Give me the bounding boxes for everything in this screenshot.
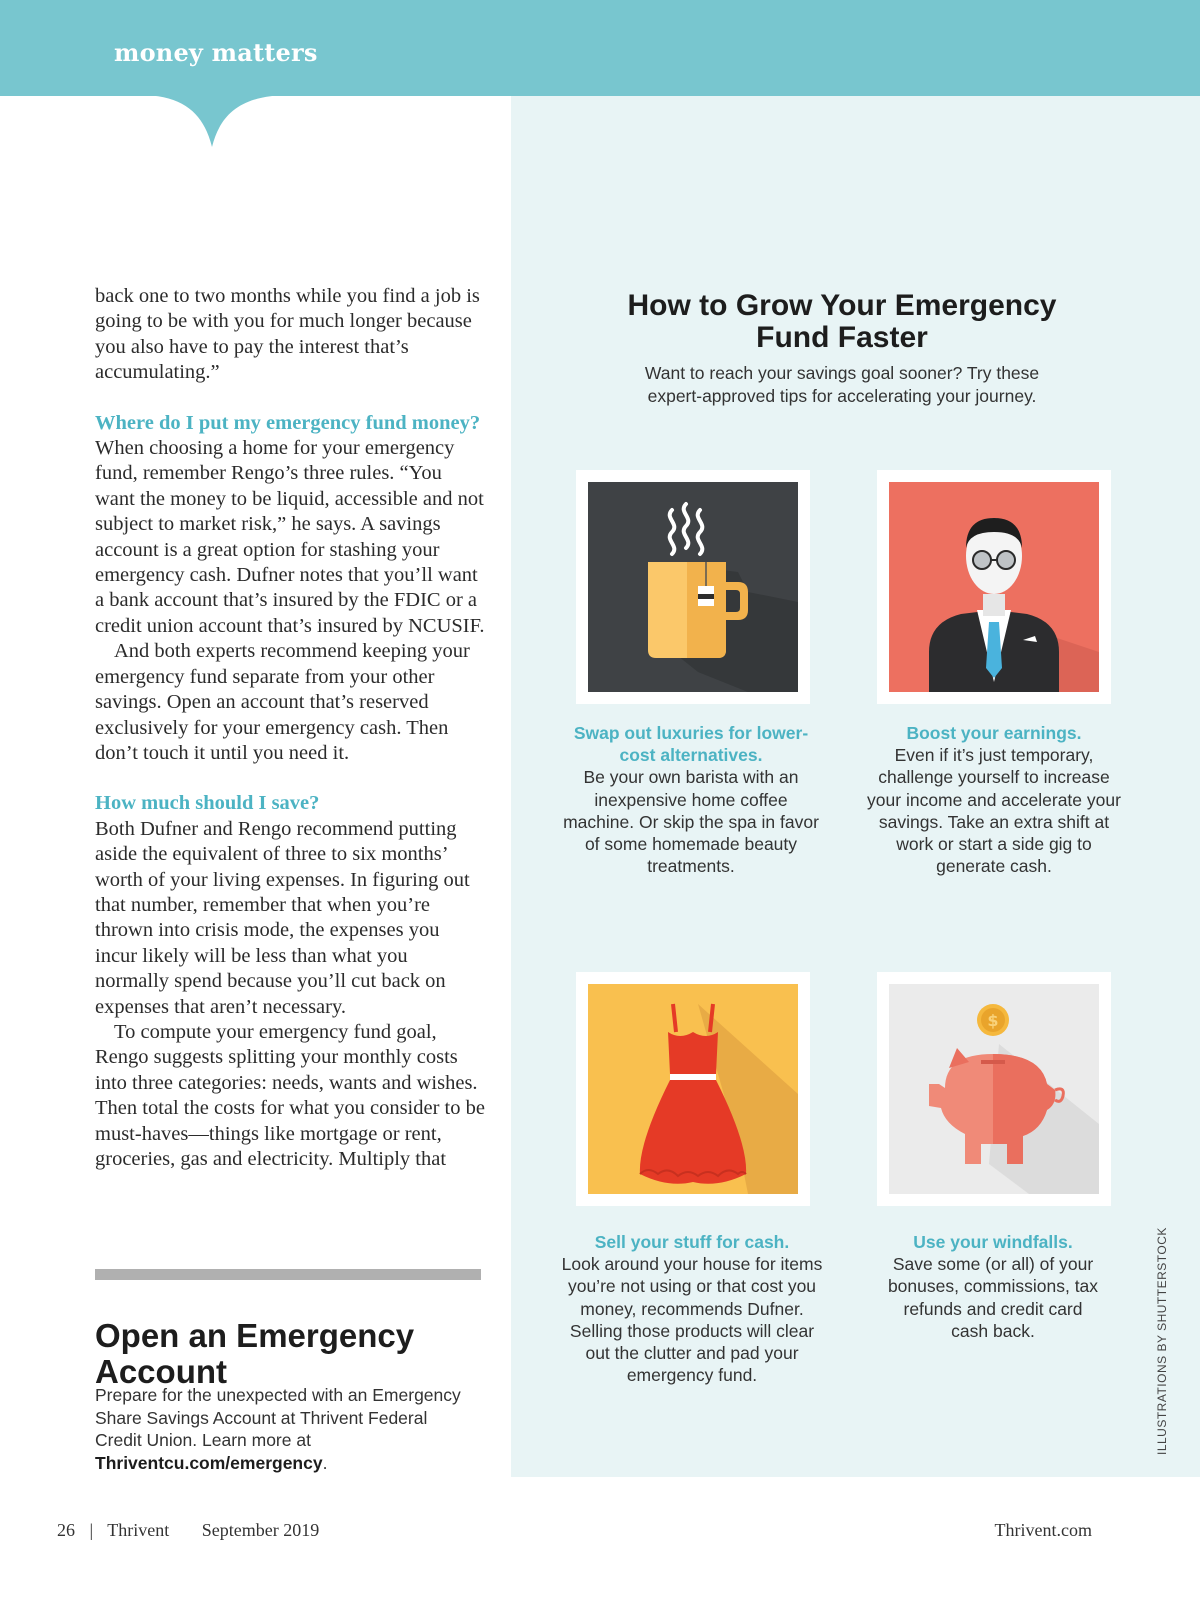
- article-paragraph: When choosing a home for your emergency fund, remember Rengo’s three rules. “You want the money to be liquid, accessible and not subject to market risk,” he says. A savings account is a great option for stashing your emergency cash. Dufner notes that you’ll want a bank account that’s insured by the FDIC or a credit union account that’s insured by NCUSIF.: [95, 437, 485, 637]
- promo-text: [95, 1384, 475, 1474]
- section-label: money matters: [114, 38, 318, 67]
- tip-heading: Swap out luxuries for lower-cost alternatives.: [573, 723, 809, 766]
- businessman-icon: [889, 482, 1099, 692]
- section-heading: How much should I save?: [95, 792, 320, 815]
- promo-title: Open an Emergency Account: [95, 1317, 415, 1390]
- promo-divider: [95, 1269, 481, 1280]
- tile-coffee: [576, 470, 810, 704]
- tile-businessman: [877, 470, 1111, 704]
- tile-piggy-bank: [877, 972, 1111, 1206]
- promo-end: .: [322, 1452, 328, 1473]
- tip-windfalls: [883, 1231, 1103, 1342]
- tip-heading: Sell your stuff for cash.: [594, 1232, 790, 1252]
- article-paragraph: To compute your emergency fund goal, Rengo suggests splitting your monthly costs into three categories: needs, wants and wishes. Then total the costs for what you consider to be must-haves—things like mortgage or rent, groceries, gas and electricity. Multiply that: [95, 1020, 485, 1170]
- article-paragraph: And both experts recommend keeping your emergency fund separate from your other savings. Open an account that’s reserved exclusively for your emergency cash. Then don’t touch it until you need it.: [95, 640, 470, 764]
- section-heading: Where do I put my emergency fund money?: [95, 411, 481, 434]
- issue-date: September 2019: [201, 1520, 320, 1540]
- promo-link[interactable]: Thriventcu.com/emergency: [95, 1452, 323, 1473]
- coffee-mug-icon: [588, 482, 798, 692]
- red-dress-icon: [588, 984, 798, 1194]
- footer-website[interactable]: Thrivent.com: [994, 1520, 1092, 1540]
- tip-heading: Use your windfalls.: [913, 1232, 1073, 1252]
- tip-sell-stuff: [561, 1231, 823, 1386]
- tip-swap-luxuries: [561, 722, 821, 877]
- piggy-bank-icon: [889, 984, 1099, 1194]
- article-paragraph: Both Dufner and Rengo recommend putting aside the equivalent of three to six months’ worth of your living expenses. In figuring out that number, remember that when you’re thrown into crisis mode, the expenses you incur likely will be less than what you normally spend because you’ll cut back on expenses that aren’t necessary.: [95, 817, 470, 1018]
- footer-left: [57, 1520, 329, 1541]
- tip-body: Save some (or all) of your bonuses, commissions, tax refunds and credit card cash back.: [887, 1254, 1099, 1341]
- tip-boost-earnings: [863, 722, 1125, 877]
- publication-name: Thrivent: [107, 1520, 170, 1540]
- tip-body: Even if it’s just temporary, challenge yourself to increase your income and accelerate your savings. Take an extra shift at work or start a side gig to generate cash.: [867, 745, 1121, 877]
- page-number: 26: [57, 1520, 75, 1540]
- article-body: [95, 284, 485, 1172]
- sidebar-title: How to Grow Your Emergency Fund Faster: [627, 289, 1057, 354]
- promo-body: Prepare for the unexpected with an Emergency Share Savings Account at Thrivent Federal Credit Union. Learn more at: [95, 1385, 461, 1450]
- header-notch-shape: [140, 95, 290, 155]
- tile-dress: [576, 972, 810, 1206]
- tip-body: Look around your house for items you’re not using or that cost you money, recommends Dufner. Selling those products will clear out the clutter and pad your emergency fund.: [561, 1254, 823, 1386]
- sidebar-intro: Want to reach your savings goal sooner? Try these expert-approved tips for accelerating your journey.: [644, 363, 1040, 406]
- article-paragraph: back one to two months while you find a job is going to be with you for much longer because you also have to pay the interest that’s accumulating.”: [95, 285, 480, 384]
- tip-heading: Boost your earnings.: [906, 723, 1082, 743]
- coin-symbol: $: [987, 1011, 999, 1030]
- illustration-credit: ILLUSTRATIONS BY SHUTTERSTOCK: [1155, 1227, 1169, 1455]
- tip-body: Be your own barista with an inexpensive home coffee machine. Or skip the spa in favor of some homemade beauty treatments.: [563, 767, 819, 877]
- footer-separator: |: [89, 1520, 94, 1540]
